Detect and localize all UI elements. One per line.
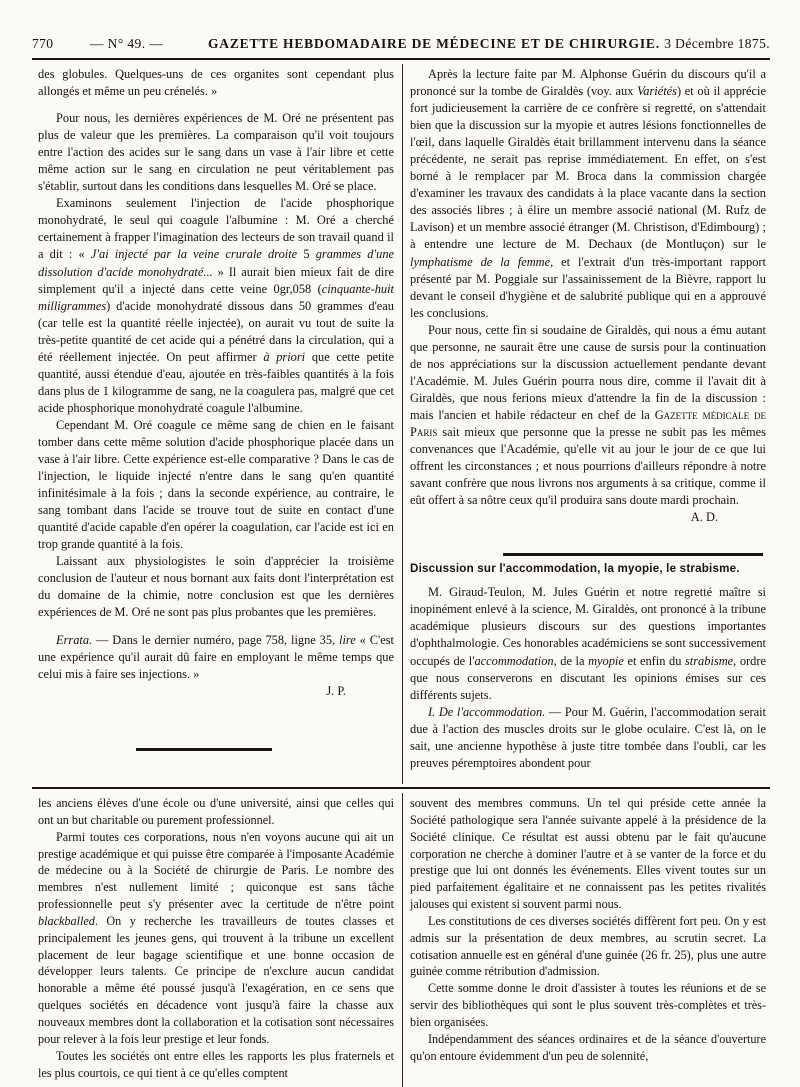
column-divider-top [402,64,403,784]
page-number: 770 [32,36,54,51]
paragraph: Examinons seulement l'injection de l'acide phosphorique monohydraté, le seul qui coagule l'albumine : M. Oré a cherché certainement à frapper l'imagination des lecteurs de son travail quand il a dit : « J'ai injecté par la veine crurale droite 5 grammes d'une dissolution d'acide monohydraté... » Il aurait bien mieux fait de dire simplement qu'il a injecté dans cette veine 0gr,058 (cinquante-huit milligrammes) d'acide monohydraté dissous dans 50 grammes d'eau (car telle est la quantité réelle injectée), on aurait vu tout de suite la très-petite quantité de cet acide qui a pénétré dans la circulation, qui a été réellement injectée. On peut affirmer à priori que cette petite quantité, aussi étendue d'eau, ajoutée en très-faibles quantités à la fois dans plus de 1 kilogramme de sang, ne la coagulera pas, malgré que cet acide phosphorique monohydraté coagule l'albumine. [38,196,395,415]
errata: Errata. — Dans le dernier numéro, page 758, ligne 35, lire « C'est une expérience qu'il aurait dû faire en employant le même temps que celui mis à faire ses injections. » [38,632,394,681]
paragraph: les anciens élèves d'une école ou d'une université, ainsi que celles qui ont un but charitable ou purement professionnel. [38,796,394,827]
paragraph: souvent des membres communs. Un tel qui préside cette année la Société pathologique sera l'année suivante appelé à la présidence de la Société clinique. Ce résultat est aussi obtenu par le fait qu'aucune corporation ne cherche à dominer l'autre et à se vanter de la force et du prestige que lui ont donnés les événements. Elles vivent toutes sur un pied parfaitement égalitaire et ne connaissent pas les petites rivalités jalouses qui existent si souvent parmi nous. [410,796,766,912]
article-end-rule [136,748,272,751]
paragraph: Toutes les sociétés ont entre elles les rapports les plus fraternels et les plus courtois, ce qui tient à ce qu'elles comptent [38,1048,394,1080]
paragraph: Cette somme donne le droit d'assister à toutes les réunions et de se servir des bibliothèques qui sont le plus souvent très-complètes et très-bien organisées. [410,981,766,1029]
paragraph: Indépendamment des séances ordinaires et de la séance d'ouverture qu'on entoure évidemment d'un peu de solennité, [410,1031,766,1063]
paragraph: Pour nous, les dernières expériences de M. Oré ne présentent pas plus de valeur que les premières. La comparaison qu'il voit toujours entre l'action des acides sur le sang dans un vase à l'air libre et cette même action sur le sang en circulation ne peut véritablement pas s'établir, surtout dans les conditions dans lesquelles M. Oré se place. [38,111,394,194]
paragraph: des globules. Quelques-uns de ces organites sont cependant plus allongés et même un peu crénelés. » [38,67,394,99]
section-title: Discussion sur l'accommodation, la myopie, le strabisme. [410,562,740,576]
article-end-rule [503,553,763,556]
column-bottom-left [38,795,394,1085]
paragraph: Pour nous, cette fin si soudaine de Giraldès, qui nous a ému autant que personne, ne saurait être une cause de sursis pour la continuation de nos appréciations sur la discussion actuellement pendante devant l'Académie. M. Jules Guérin pourra nous dire, comme il l'avait dit à Giraldès, que nous ferions mieux d'attendre la fin de la discussion : mais l'ancien et habile rédacteur en chef de la Gazette médicale de Paris sait mieux que personne que la presse ne subit pas les mêmes convenances que l'Académie, qu'elle vit au jour le jour de ce que lui offrent les circonstances ; et nous pourrions d'ailleurs répondre à notre savant confrère que nous livrons nos arguments à sa critique, comme il eût offert à sa nôtre ceux qu'il produira sans doute mardi prochain. [410,322,766,508]
paragraph: Cependant M. Oré coagule ce même sang de chien en le faisant tomber dans cette même solution d'acide phosphorique placée dans un vase à l'air libre. Cette expérience est-elle comparative ? Dans le cas de l'injection, le liquide injecté n'entre dans le sang qu'en quantité infinitésimale à la fois ; dans la seconde expérience, au contraire, le sang tombant dans l'acide se trouve tout de suite en contact d'une quantité d'acide capable d'en opérer la coagulation, car l'acide est ici en trop grande quantité à la fois. [38,417,394,552]
paragraph: Après la lecture faite par M. Alphonse Guérin du discours qu'il a prononcé sur la tombe de Giraldès (voy. aux Variétés) et où il apprécie fort judicieusement la carrière de ce confrère si regretté, on s'attendait bien que la discussion sur la myopie et autres lésions fonctionnelles de l'œil, dans laquelle Giraldès était brillamment intervenu dans la séance précédente, ne serait pas reprise immédiatement. En effet, on s'est borné à le remplacer par M. Broca dans la commission chargée d'examiner les travaux des candidats à la place vacante dans la section des associés libres ; à élire un membre associé national (M. Rufz de Lavison) et un membre associé étranger (M. Christison, d'Edimbourg) ; à entendre une lecture de M. Dechaux (de Montluçon) sur le lymphatisme de la femme, et l'extrait d'un très-important rapport présenté par M. Poggiale sur l'assainissement de la Bièvre, rapport lu devant le conseil d'hygiène et de salubrité publique qui en a approuvé les conclusions. [410,67,766,320]
horizontal-divider [32,787,770,789]
column-divider-bottom [402,793,403,1087]
column-top-left [38,66,394,756]
paragraph: Les constitutions de ces diverses sociétés diffèrent fort peu. On y est admis sur la présentation de deux membres, au scrutin secret. La cotisation annuelle est en général d'une guinée (26 fr. 25), plus une autre guinée comme rétribution d'admission. [410,913,766,979]
paragraph: Laissant aux physiologistes le soin d'apprécier la troisième conclusion de l'auteur et nous bornant aux faits dont l'interprétation est du domaine de la chimie, notre conclusion est que les dernières expériences de M. Oré ne sont pas plus probantes que les premières. [38,554,394,620]
signature: A. D. [690,510,718,525]
column-bottom-right [410,795,766,1085]
paragraph: M. Giraud-Teulon, M. Jules Guérin et notre regretté maître si inopinément enlevé à la science, M. Giraldès, ont prononcé à la tribune académique plusieurs discours sur des questions importantes d'ophthalmologie. Ces honorables académiciens se sont successivement occupés de l'accommodation, de la myopie et enfin du strabisme, ordre que nous conserverons en discutant les opinions émises sur ces différents sujets. [410,585,766,702]
paragraph: I. De l'accommodation. — Pour M. Guérin, l'accommodation serait due à l'action des muscles droits sur le globe oculaire. C'est là, on le sait, une ancienne hypothèse à juste titre tombée dans l'oubli, car les preuves péremptoires abondent pour [410,704,766,770]
journal-title: GAZETTE HEBDOMADAIRE DE MÉDECINE ET DE CHIRURGIE. [208,36,660,51]
issue-date: 3 Décembre 1875. [664,36,770,51]
signature: J. P. [326,683,346,698]
issue-number: — N° 49. — [90,36,164,51]
column-top-right [410,66,766,770]
paragraph: Parmi toutes ces corporations, nous n'en voyons aucune qui ait un prestige académique et qui puisse être comparée à l'imposante Académie de médecine ou à la Société de chirurgie de Paris. Le nombre des membres n'est nullement limité ; quiconque est sans tâche professionnelle peut s'y présenter avec la certitude de n'être point blackballed. On y recherche les travailleurs de toutes classes et principalement les jeunes gens, qui trouvent à la tribune un excellent placement de leur bagage scientifique et une bonne occasion de développer leurs talents. Ce principe de n'exclure aucun candidat honorable a même été poussé jusqu'à l'exagération, en ce sens que quelques sociétés en décadence vont jusqu'à faire la chasse aux nouveaux membres dont la collaboration et la cotisation sont nécessaires pour relever à la fois leur prestige et leur fonds. [38,829,394,1046]
running-header [32,30,770,60]
